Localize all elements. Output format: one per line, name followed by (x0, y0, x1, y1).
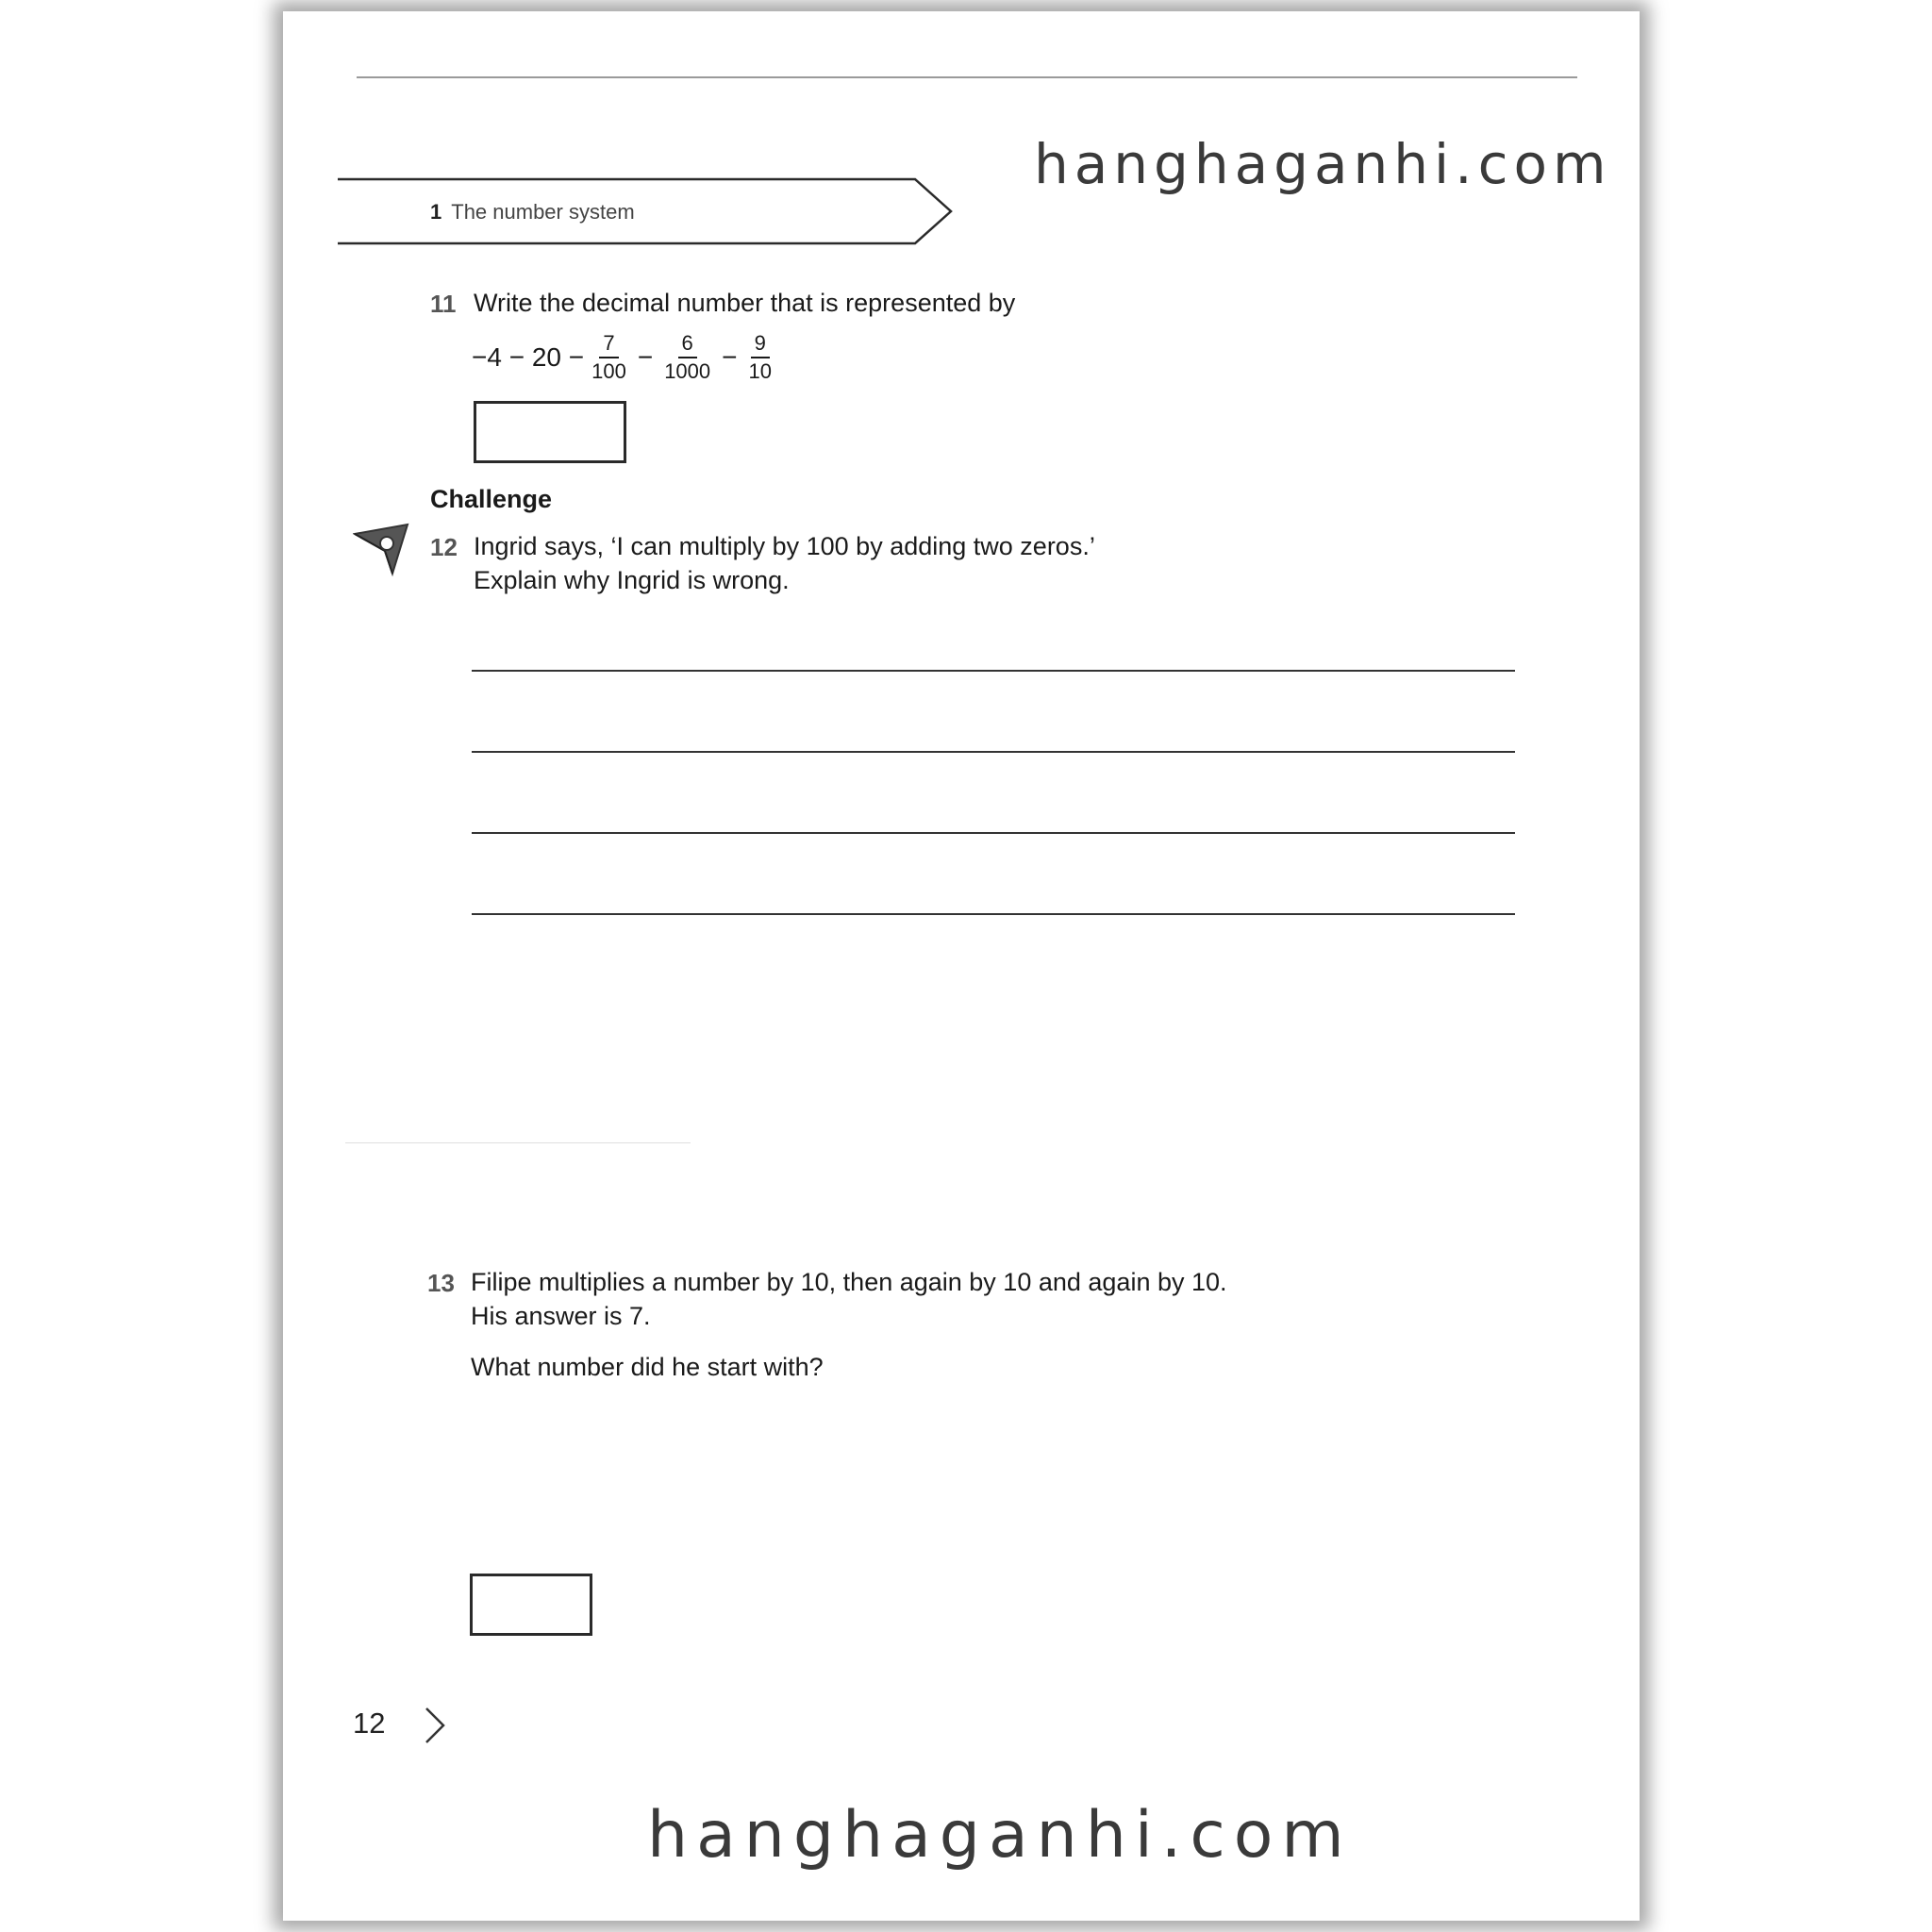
chapter-title: The number system (451, 200, 635, 224)
fraction-2 (660, 332, 714, 383)
watermark-bottom: hanghaganhi.com (647, 1798, 1353, 1873)
question-12-line-2: Explain why Ingrid is wrong. (474, 566, 790, 594)
question-13-line-2: His answer is 7. (471, 1302, 651, 1330)
question-13-number: 13 (427, 1269, 455, 1297)
page-number: 12 (353, 1707, 386, 1740)
chevron-right-icon (423, 1706, 447, 1745)
question-11-text: Write the decimal number that is represented by (474, 289, 1016, 317)
fraction-1-denominator: 100 (591, 359, 626, 383)
fraction-2-denominator: 1000 (664, 359, 711, 383)
expression-minus-2: − (722, 342, 738, 372)
answer-line-2[interactable] (472, 751, 1515, 753)
chapter-number: 1 (430, 200, 442, 224)
question-13-line-3: What number did he start with? (471, 1353, 824, 1381)
chapter-label (430, 200, 635, 225)
answer-line-1[interactable] (472, 670, 1515, 672)
faint-divider (345, 1142, 691, 1143)
expression-lead: −4 − 20 − (472, 342, 585, 372)
answer-line-3[interactable] (472, 832, 1515, 834)
question-12-number: 12 (430, 533, 458, 561)
question-13-line-1: Filipe multiplies a number by 10, then again by 10 and again by 10. (471, 1268, 1227, 1296)
question-11-expression (472, 325, 779, 391)
fraction-1-numerator: 7 (599, 332, 618, 358)
watermark-top: hanghaganhi.com (1034, 132, 1612, 196)
top-rule (357, 76, 1577, 78)
fraction-3 (745, 332, 775, 383)
question-11-number: 11 (430, 290, 457, 318)
fraction-2-numerator: 6 (678, 332, 697, 358)
expression-minus-1: − (637, 342, 654, 372)
fraction-1 (588, 332, 630, 383)
fraction-3-denominator: 10 (748, 359, 772, 383)
answer-line-4[interactable] (472, 913, 1515, 915)
question-12-line-1: Ingrid says, ‘I can multiply by 100 by adding two zeros.’ (474, 532, 1095, 560)
challenge-arrow-icon (353, 523, 409, 577)
question-13-answer-box[interactable] (470, 1574, 592, 1636)
chapter-banner (338, 177, 955, 245)
challenge-heading: Challenge (430, 485, 553, 513)
fraction-3-numerator: 9 (751, 332, 770, 358)
question-11-answer-box[interactable] (474, 401, 626, 463)
